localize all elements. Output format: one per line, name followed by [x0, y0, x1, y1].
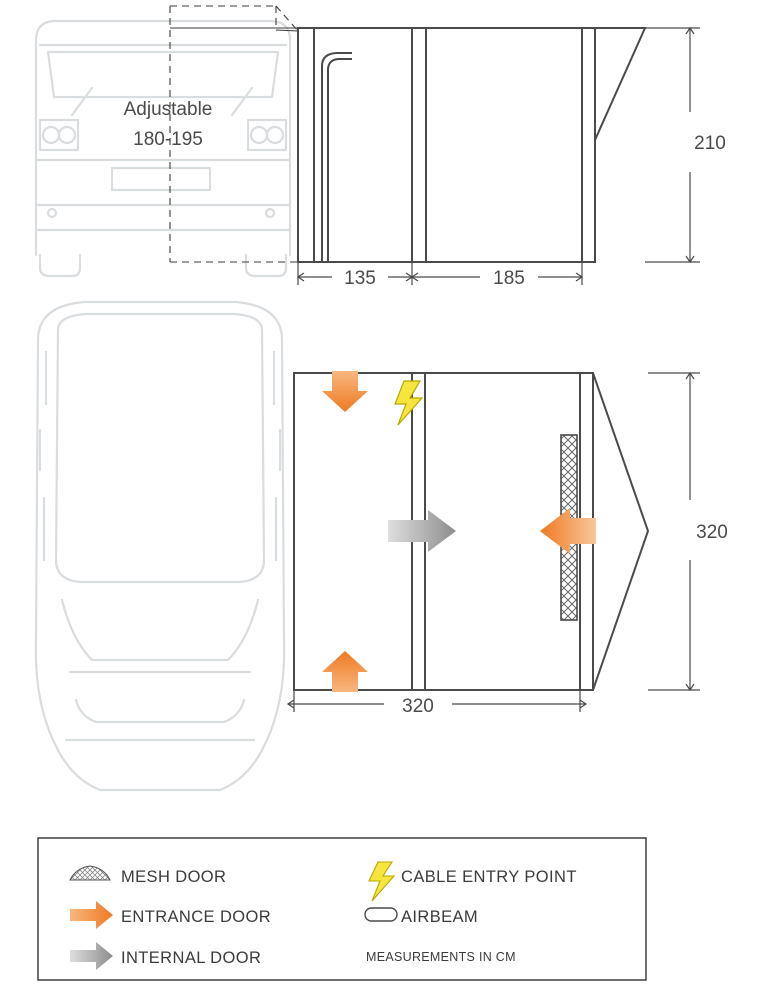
legend-label-internal-door: INTERNAL DOOR	[121, 949, 262, 967]
awning-side-elevation	[298, 28, 645, 262]
adjustable-label-group	[124, 99, 213, 150]
legend-note-measurements: MEASUREMENTS IN CM	[366, 950, 516, 964]
legend-label-entrance-door: ENTRANCE DOOR	[121, 908, 272, 926]
legend-box	[38, 838, 646, 980]
depth-dimension-185-label: 185	[493, 268, 525, 289]
entrance-door-arrow-bottom	[322, 651, 368, 692]
depth-dimension-135-label: 135	[344, 268, 376, 289]
height-dimension-210	[645, 28, 700, 262]
plan-width-dimension-320-label: 320	[402, 696, 434, 717]
depth-dimensions-side	[298, 262, 582, 285]
plan-depth-dimension-320-label: 320	[696, 522, 728, 543]
plan-depth-dimension-320	[648, 373, 700, 690]
legend-label-mesh-door: MESH DOOR	[121, 868, 227, 886]
plan-width-dimension-320	[288, 690, 586, 712]
vehicle-plan-outline	[36, 302, 284, 790]
height-dimension-210-label: 210	[694, 133, 726, 154]
adjustable-label: Adjustable	[123, 99, 213, 120]
legend-label-cable-entry-point: CABLE ENTRY POINT	[401, 868, 577, 886]
legend-label-airbeam: AIRBEAM	[401, 908, 479, 926]
entrance-door-arrow-top	[322, 371, 368, 412]
adjustable-range: 180-195	[133, 129, 203, 150]
